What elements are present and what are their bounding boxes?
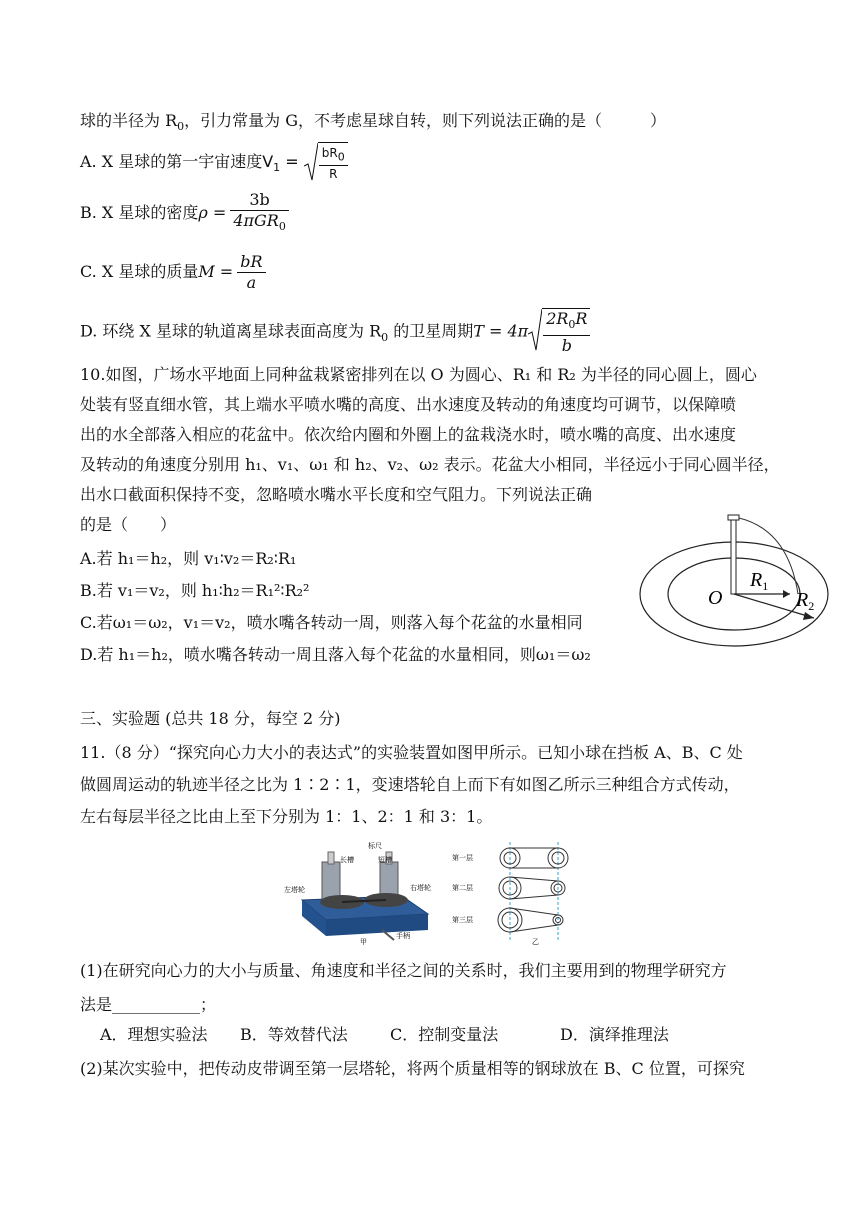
svg-text:第一层: 第一层 — [452, 854, 473, 862]
choice-d: D．演绎推理法 — [560, 1025, 669, 1044]
q11-part1-line-2: 法是___________； — [80, 995, 217, 1014]
svg-text:右塔轮: 右塔轮 — [410, 884, 431, 892]
svg-text:手柄: 手柄 — [396, 932, 410, 940]
concentric-circles-figure — [638, 510, 846, 652]
sqrt-symbol: $\frac{bR_0}{R}$ — [304, 142, 348, 183]
q11-line-3: 左右每层半径之比由上至下分别为 1：1、2：1 和 3：1。 — [80, 807, 493, 826]
svg-text:第三层: 第三层 — [452, 916, 473, 924]
q10-option-a: A.若 h₁＝h₂，则 v₁∶v₂＝R₂∶R₁ — [80, 549, 297, 568]
section-heading: 三、实验题 (总共 18 分，每空 2 分) — [80, 709, 341, 728]
svg-text:长槽: 长槽 — [340, 856, 354, 864]
q10-line-1: 10.如图，广场水平地面上同种盆栽紧密排列在以 O 为圆心、R₁ 和 R₂ 为半径的同心圆上，圆心 — [80, 365, 757, 384]
q11-choices — [100, 1024, 669, 1046]
q9-option-d: D. 环绕 X 星球的轨道离星球表面高度为 $R_0$ 的卫星周期T = 4π $\frac{2R_0R}{b}$ — [80, 308, 590, 361]
q10-line-6: 的是（ ） — [80, 515, 177, 534]
svg-text:第二层: 第二层 — [452, 884, 473, 892]
q9-option-c: C. X 星球的质量M = $\frac{bR}{a}$ — [80, 250, 266, 294]
q11-part2-line-1: (2)某次实验中，把传动皮带调至第一层塔轮，将两个质量相等的钢球放在 B、C 位置，可探究 — [80, 1059, 745, 1078]
q10-line-4: 及转动的角速度分别用 h₁、v₁、ω₁ 和 h₂、v₂、ω₂ 表示。花盆大小相同，半径远小于同心圆半径， — [80, 455, 780, 474]
svg-text:R2: $R_2$ — [796, 589, 815, 613]
q9-intro: 球的半径为 $R_0$，引力常量为 G，不考虑星球自转，则下列说法正确的是（ ） — [80, 111, 667, 134]
q10-option-c: C.若ω₁＝ω₂，v₁＝v₂，喷水嘴各转动一周，则落入每个花盆的水量相同 — [80, 613, 583, 632]
choice-c: C．控制变量法 — [390, 1025, 499, 1044]
svg-text:标尺: 标尺 — [368, 842, 382, 850]
center-label: O — [708, 587, 723, 609]
svg-text:短槽: 短槽 — [378, 856, 392, 864]
pulley-figure-yi — [448, 840, 590, 946]
q11-part1-line-1: (1)在研究向心力的大小与质量、角速度和半径之间的关系时，我们主要用到的物理学研究方 — [80, 961, 727, 980]
svg-text:甲: 甲 — [360, 938, 367, 946]
q10-option-b: B.若 v₁＝v₂，则 h₁∶h₂＝R₁²∶R₂² — [80, 581, 310, 600]
q10-option-d: D.若 h₁＝h₂，喷水嘴各转动一周且落入每个花盆的水量相同，则ω₁＝ω₂ — [80, 645, 591, 664]
svg-text:R1: $R_1$ — [750, 569, 769, 593]
svg-text:乙: 乙 — [532, 938, 539, 946]
q9-option-b: B. X 星球的密度ρ = $\frac{3b}{4\pi GR_0}$ — [80, 190, 289, 237]
q11-line-1: 11.（8 分）“探究向心力大小的表达式”的实验装置如图甲所示。已知小球在挡板 A、B、C 处 — [80, 743, 743, 762]
q11-line-2: 做圆周运动的轨迹半径之比为 1∶2∶1，变速塔轮自上而下有如图乙所示三种组合方式传动， — [80, 775, 740, 794]
apparatus-figure-jia — [282, 840, 442, 946]
q9-option-a: A. X 星球的第一宇宙速度$V_1$ = $\frac{bR_0}{R}$ — [80, 142, 348, 188]
q10-line-3: 出的水全部落入相应的花盆中。依次给内圈和外圈上的盆栽浇水时，喷水嘴的高度、出水速度 — [80, 425, 737, 444]
q10-line-5: 出水口截面积保持不变，忽略喷水嘴水平长度和空气阻力。下列说法正确 — [80, 485, 593, 504]
choice-b: B．等效替代法 — [240, 1025, 348, 1044]
svg-text:左塔轮: 左塔轮 — [284, 886, 305, 894]
choice-a: A．理想实验法 — [100, 1025, 208, 1044]
q10-line-2: 处装有竖直细水管，其上端水平喷水嘴的高度、出水速度及转动的角速度均可调节，以保障喷 — [80, 395, 737, 414]
